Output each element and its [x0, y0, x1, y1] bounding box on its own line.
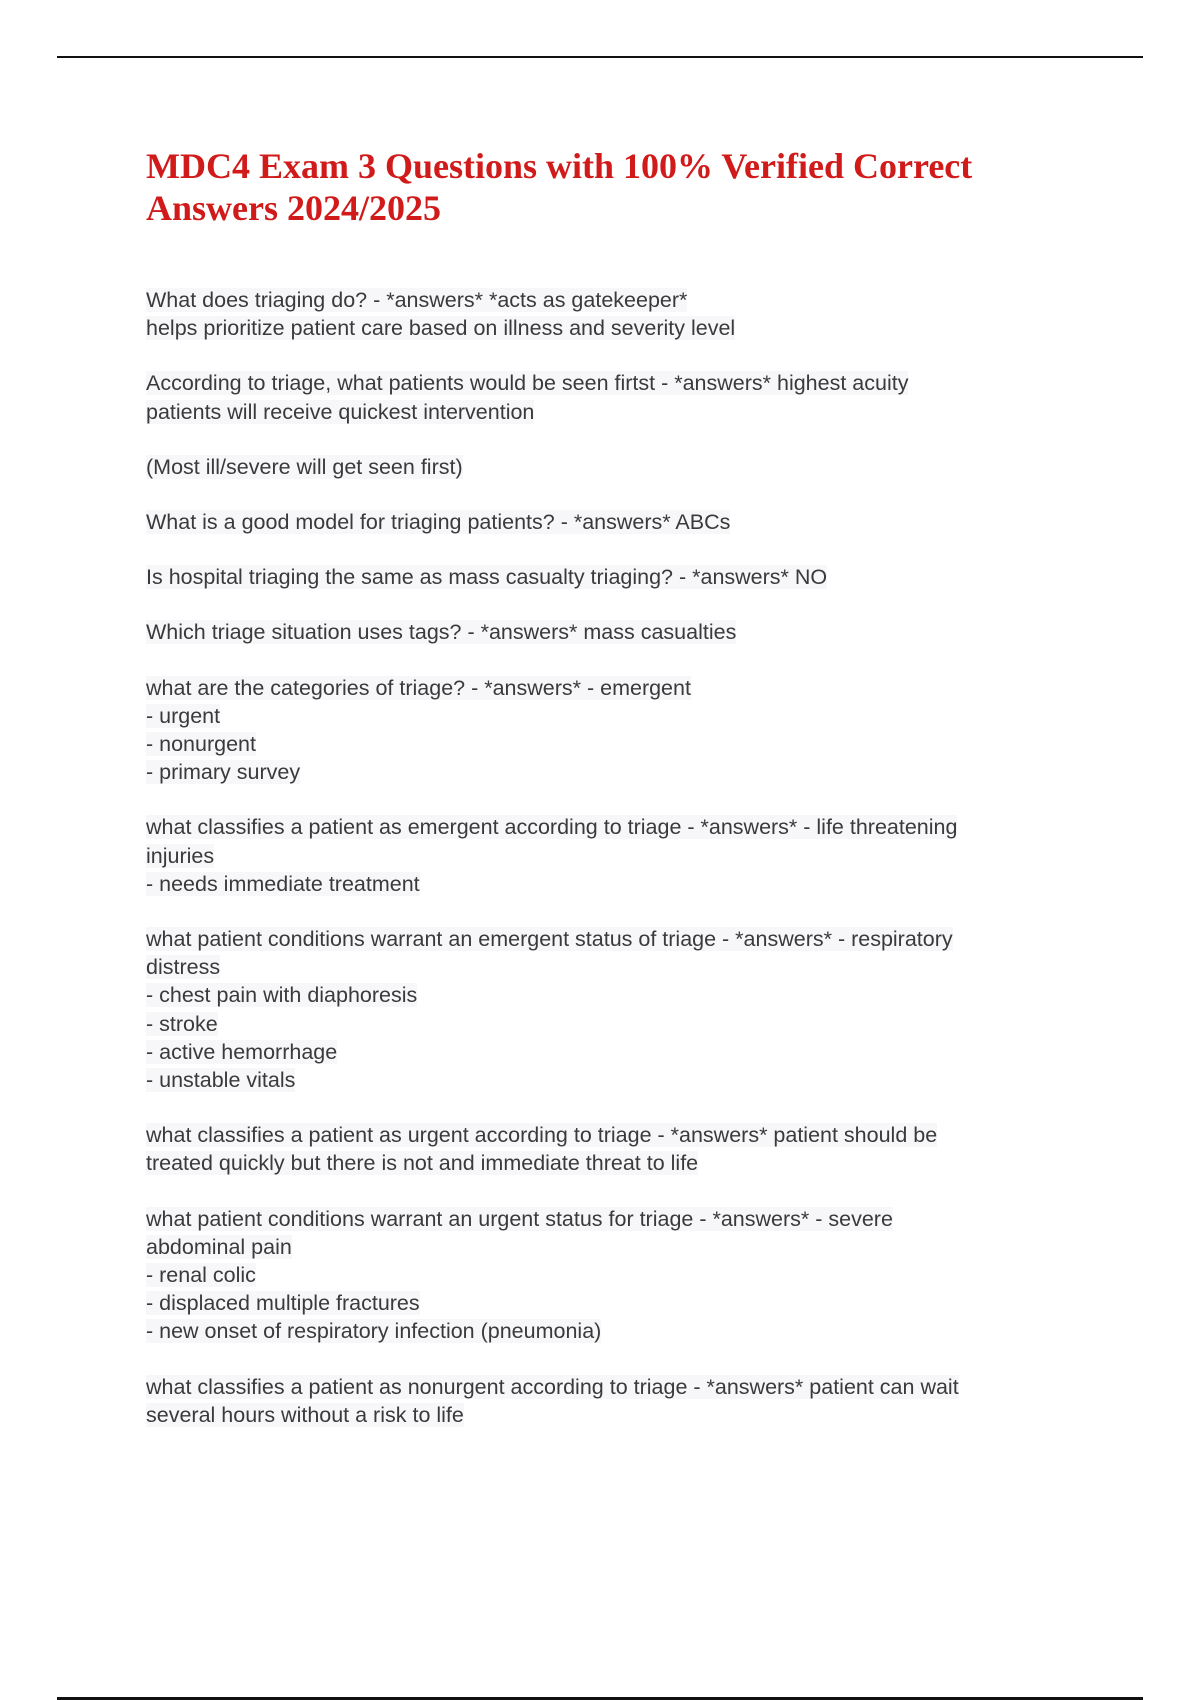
top-rule: [57, 56, 1143, 58]
qa-line: What does triaging do? - *answers* *acts as gatekeeper*: [146, 288, 688, 312]
qa-line: injuries: [146, 843, 215, 868]
qa-line: Which triage situation uses tags? - *answers* mass casualties: [146, 620, 737, 645]
qa-line: treated quickly but there is not and immediate threat to life: [146, 1151, 699, 1176]
qa-line: - renal colic: [146, 1263, 256, 1288]
qa-line: - primary survey: [146, 760, 301, 785]
qa-line: What is a good model for triaging patients? - *answers* ABCs: [146, 510, 731, 535]
qa-paragraph: [146, 563, 1076, 591]
qa-content: [146, 286, 1076, 1456]
qa-line: what classifies a patient as urgent according to triage - *answers* patient should be: [146, 1123, 938, 1148]
qa-line: what are the categories of triage? - *answers* - emergent: [146, 675, 691, 700]
qa-line: According to triage, what patients would be seen firtst - *answers* highest acuity: [146, 371, 909, 396]
qa-line: - chest pain with diaphoresis: [146, 983, 418, 1008]
qa-line: - unstable vitals: [146, 1068, 296, 1093]
qa-paragraph: [146, 1373, 1076, 1429]
qa-paragraph: [146, 1121, 1076, 1177]
qa-line: - stroke: [146, 1011, 218, 1036]
qa-line: - nonurgent: [146, 732, 256, 757]
title-line-1: MDC4 Exam 3 Questions with 100% Verified Correct: [146, 146, 973, 186]
qa-paragraph: [146, 925, 1076, 1094]
qa-line: what classifies a patient as nonurgent according to triage - *answers* patient can wait: [146, 1374, 959, 1399]
title-line-2: Answers 2024/2025: [146, 188, 441, 228]
qa-paragraph: [146, 508, 1076, 536]
document-title: [146, 145, 1086, 229]
qa-line: Is hospital triaging the same as mass casualty triaging? - *answers* NO: [146, 565, 828, 590]
qa-paragraph: [146, 674, 1076, 787]
qa-line: what patient conditions warrant an emergent status of triage - *answers* - respiratory: [146, 927, 953, 952]
qa-line: what classifies a patient as emergent according to triage - *answers* - life threatening: [146, 815, 958, 840]
qa-line: several hours without a risk to life: [146, 1402, 464, 1427]
qa-paragraph: [146, 813, 1076, 898]
qa-paragraph: [146, 1205, 1076, 1346]
qa-line: - active hemorrhage: [146, 1039, 338, 1064]
qa-paragraph: [146, 286, 1076, 342]
qa-line: - needs immediate treatment: [146, 871, 420, 896]
qa-paragraph: [146, 618, 1076, 646]
qa-line: distress: [146, 955, 221, 980]
qa-line: abdominal pain: [146, 1234, 292, 1259]
qa-line: helps prioritize patient care based on illness and severity level: [146, 316, 736, 341]
qa-line: what patient conditions warrant an urgent status for triage - *answers* - severe: [146, 1206, 893, 1231]
qa-line: patients will receive quickest intervention: [146, 399, 535, 424]
qa-line: (Most ill/severe will get seen first): [146, 454, 463, 479]
qa-line: - new onset of respiratory infection (pneumonia): [146, 1319, 602, 1344]
qa-line: - urgent: [146, 703, 221, 728]
qa-line: - displaced multiple fractures: [146, 1291, 420, 1316]
qa-paragraph: [146, 453, 1076, 481]
qa-paragraph: [146, 369, 1076, 425]
